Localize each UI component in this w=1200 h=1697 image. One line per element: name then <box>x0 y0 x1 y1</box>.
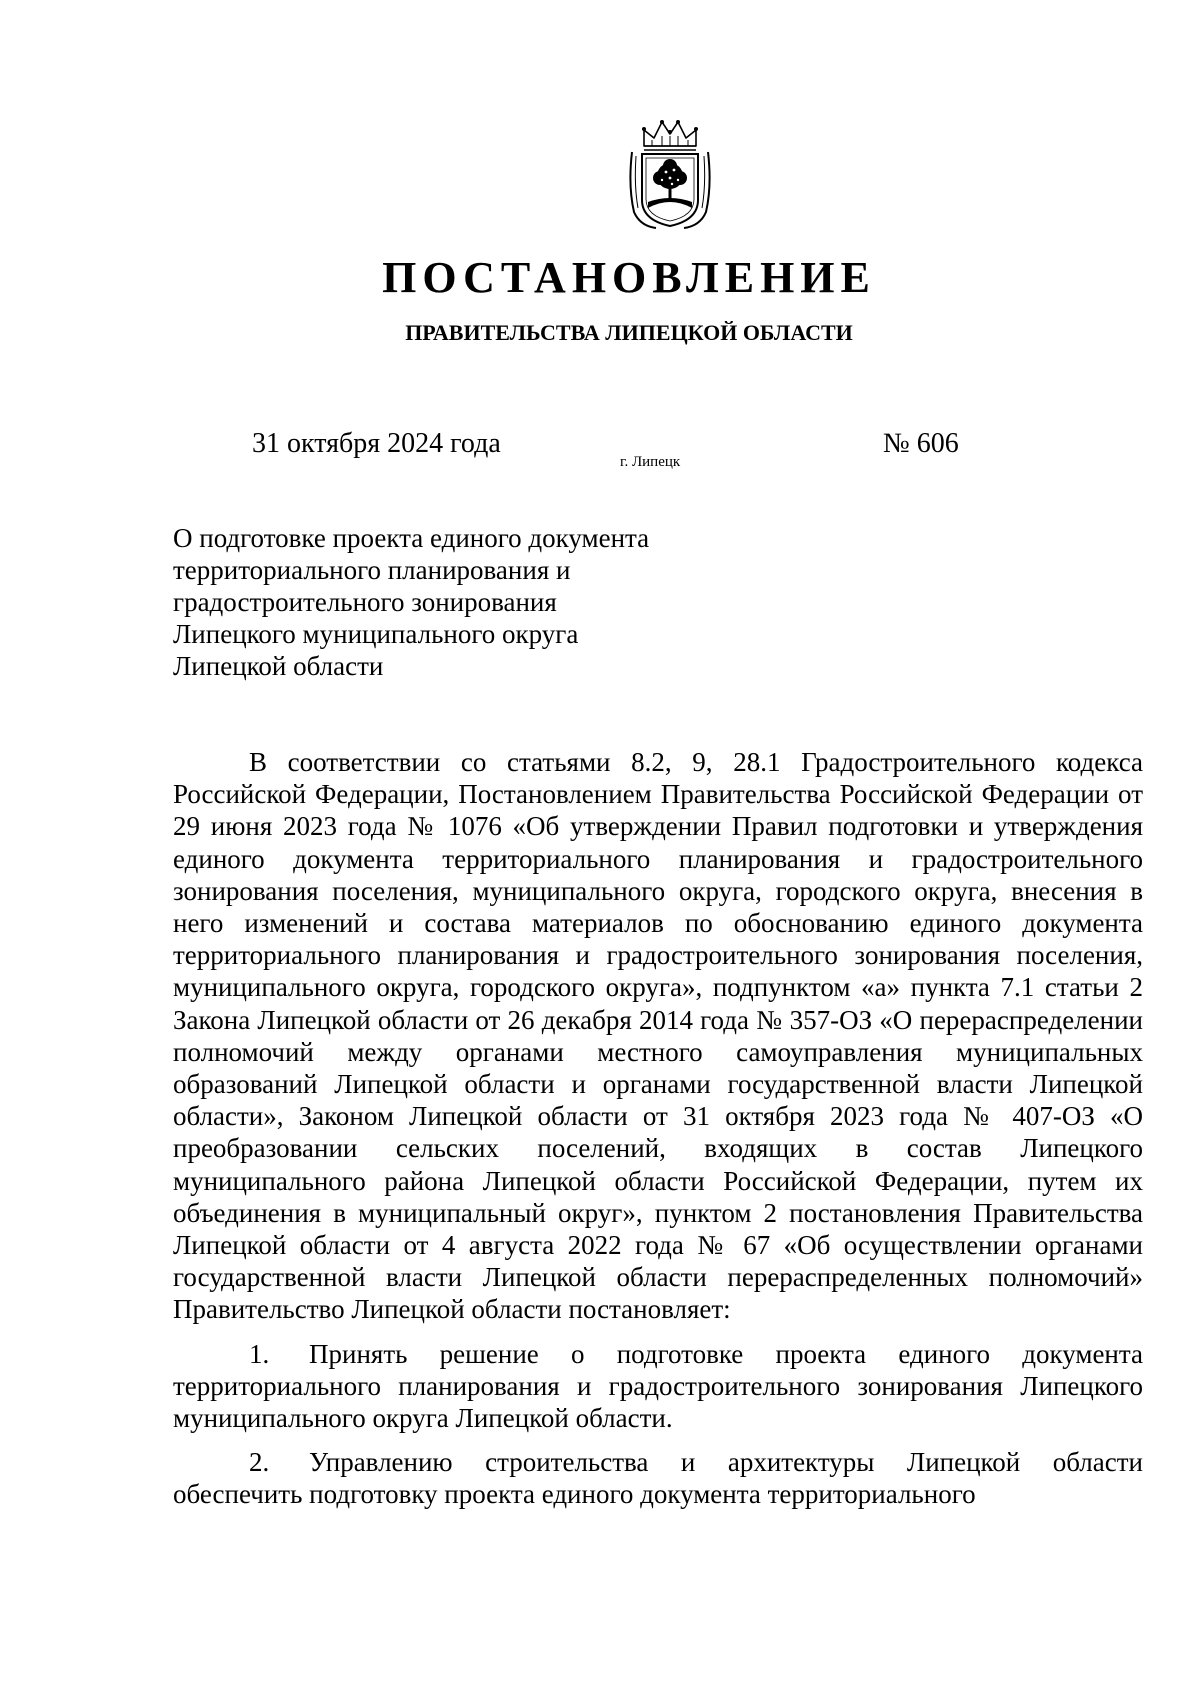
item-number: 1. <box>249 1338 270 1369</box>
document-date: 31 октября 2024 года <box>252 428 501 459</box>
document-number: № 606 <box>883 428 959 459</box>
item-text: Принять решение о подготовке проекта единого документа территориального планирования и градостроительного зонирования Липецкого муниципального округа Липецкой области. <box>173 1338 1143 1434</box>
list-item <box>173 1338 1143 1435</box>
document-body <box>173 746 1143 1511</box>
coat-of-arms-icon <box>626 116 714 232</box>
subject-line: Липецкого муниципального округа <box>173 619 579 649</box>
subject-line: территориального планирования и <box>173 555 571 585</box>
subject-line: Липецкой области <box>173 651 384 681</box>
document-city: г. Липецк <box>620 454 681 470</box>
item-text: Управлению строительства и архитектуры Липецкой области обеспечить подготовку проекта единого документа территориального <box>173 1447 1143 1510</box>
preamble-paragraph: В соответствии со статьями 8.2, 9, 28.1 Градостроительного кодекса Российской Федерации, Постановлением Правительства Российской Федерации от 29 июня 2023 года № 1076 «Об утверждении Правил подготовки и утверждения единого документа территориального планирования и градостроительного зонирования поселения, муниципального округа, городского округа, внесения в него изменений и состава материалов по обоснованию единого документа территориального планирования и градостроительного зонирования поселения, муниципального округа, городского округа», подпунктом «а» пункта 7.1 статьи 2 Закона Липецкой области от 26 декабря 2014 года № 357-ОЗ «О перераспределении полномочий между органами местного самоуправления муниципальных образований Липецкой области и органами государственной власти Липецкой области», Законом Липецкой области от 31 октября 2023 года № 407-ОЗ «О преобразовании сельских поселений, входящих в состав Липецкого муниципального района Липецкой области Российской Федерации, путем их объединения в муниципальный округ», пунктом 2 постановления Правительства Липецкой области от 4 августа 2022 года № 67 «Об осуществлении органами государственной власти Липецкой области перераспределенных полномочий» Правительство Липецкой области постановляет: <box>173 747 1143 1325</box>
item-number: 2. <box>249 1447 270 1478</box>
list-item <box>173 1446 1143 1510</box>
issuer-title: ПРАВИТЕЛЬСТВА ЛИПЕЦКОЙ ОБЛАСТИ <box>405 320 853 345</box>
subject-line: градостроительного зонирования <box>173 587 557 617</box>
subject-line: О подготовке проекта единого документа <box>173 523 650 553</box>
document-subject <box>173 522 733 682</box>
document-type-title: ПОСТАНОВЛЕНИЕ <box>382 253 876 302</box>
